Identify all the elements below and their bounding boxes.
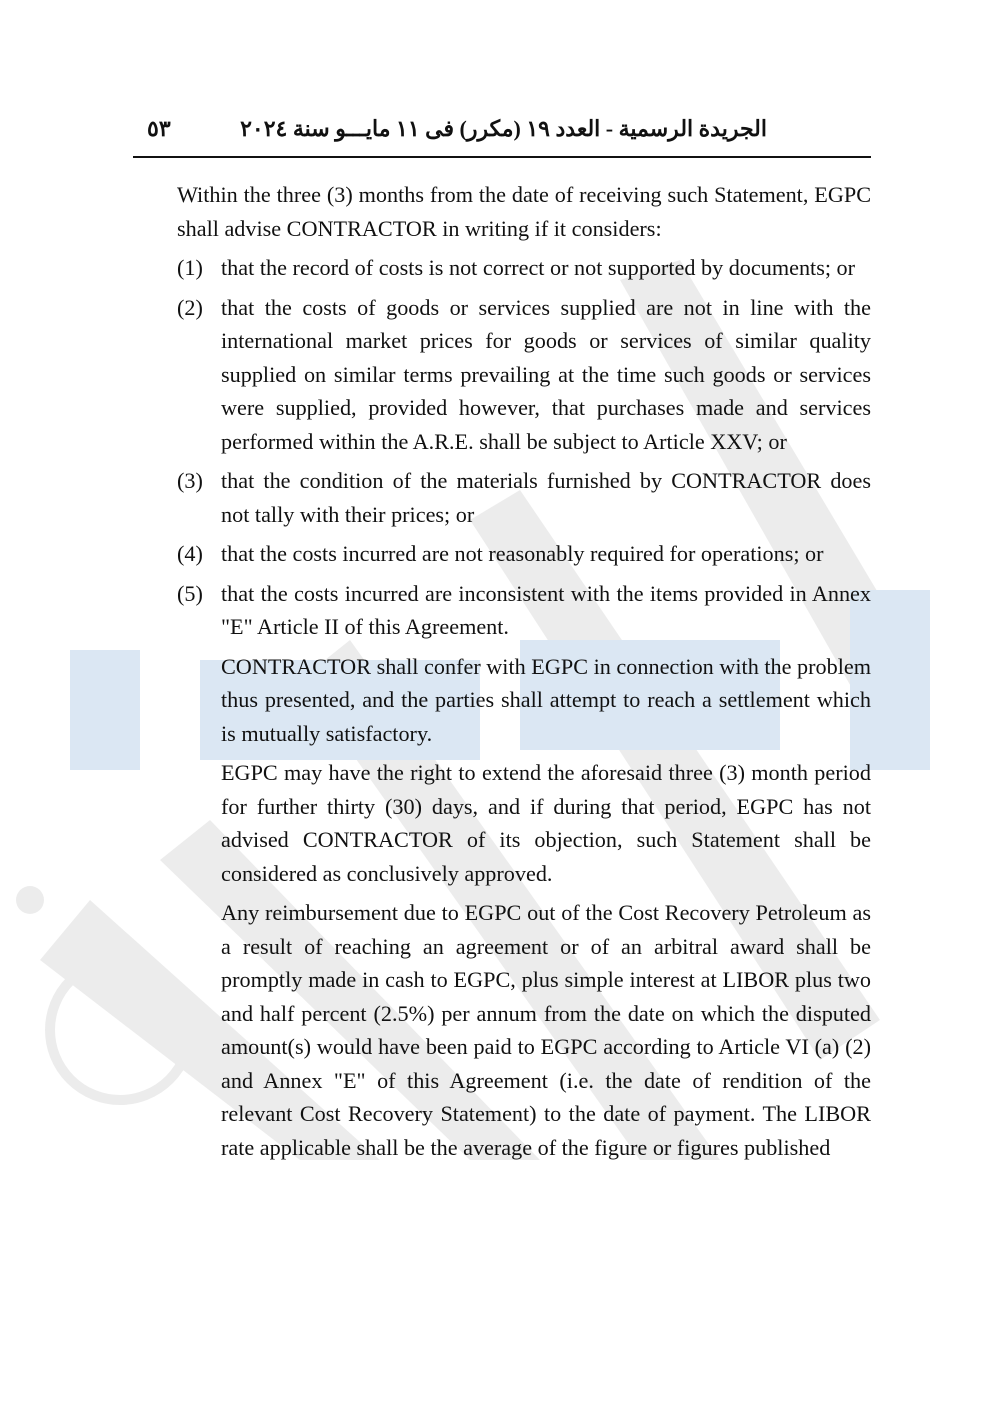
intro-paragraph: Within the three (3) months from the date of receiving such Statement, EGPC shall advise CONTRACTOR in writing if it considers: xyxy=(177,182,871,241)
list-item xyxy=(177,537,871,571)
list-item-number: (2) xyxy=(177,294,203,320)
list-item-text: that the costs incurred are inconsistent with the items provided in Annex "E" Article II of this Agreement. xyxy=(221,580,871,639)
list-item xyxy=(177,251,871,285)
body-paragraph: Any reimbursement due to EGPC out of the Cost Recovery Petroleum as a result of reaching an agreement or of an arbitral award shall be promptly made in cash to EGPC, plus simple interest at LIBOR plus two and half percent (2.5%) per annum from the date on which the disputed amount(s) would have been paid to EGPC according to Article VI (a) (2) and Annex "E" of this Agreement (i.e. the date of rendition of the relevant Cost Recovery Statement) to the date of payment. The LIBOR rate applicable shall be the average of the figure or figures published xyxy=(221,900,871,1160)
page-header xyxy=(133,112,871,158)
gazette-title: الجريدة الرسمية - العدد ١٩ (مكرر) فى ١١ مايـــو سنة ٢٠٢٤ xyxy=(240,116,767,141)
document-body xyxy=(177,178,871,1170)
list-item xyxy=(177,291,871,459)
list-item xyxy=(177,577,871,644)
list-item-number: (1) xyxy=(177,255,203,280)
body-paragraph: CONTRACTOR shall confer with EGPC in connection with the problem thus presented, and the parties shall attempt to reach a settlement which is mutually satisfactory. xyxy=(221,653,871,746)
list-item-text: that the costs of goods or services supplied are not in line with the international market prices for goods or services of similar quality supplied on similar terms prevailing at the time such goods or services were supplied, provided however, that purchases made and services performed within the A.R.E. shall be subject to Article XXV; or xyxy=(221,294,871,454)
list-item-number: (5) xyxy=(177,580,203,606)
list-item-number: (3) xyxy=(177,468,203,493)
page-number: ٥٣ xyxy=(147,116,171,141)
list-item xyxy=(177,464,871,531)
list-item-text: that the record of costs is not correct or not supported by documents; or xyxy=(221,255,856,280)
list-item-text: that the costs incurred are not reasonably required for operations; or xyxy=(221,541,824,566)
list-item-number: (4) xyxy=(177,541,203,566)
list-item-text: that the condition of the materials furnished by CONTRACTOR does not tally with their prices; or xyxy=(221,468,871,527)
body-paragraph: EGPC may have the right to extend the aforesaid three (3) month period for further thirty (30) days, and if during that period, EGPC has not advised CONTRACTOR of its objection, such Statement shall be considered as conclusively approved. xyxy=(221,760,871,886)
